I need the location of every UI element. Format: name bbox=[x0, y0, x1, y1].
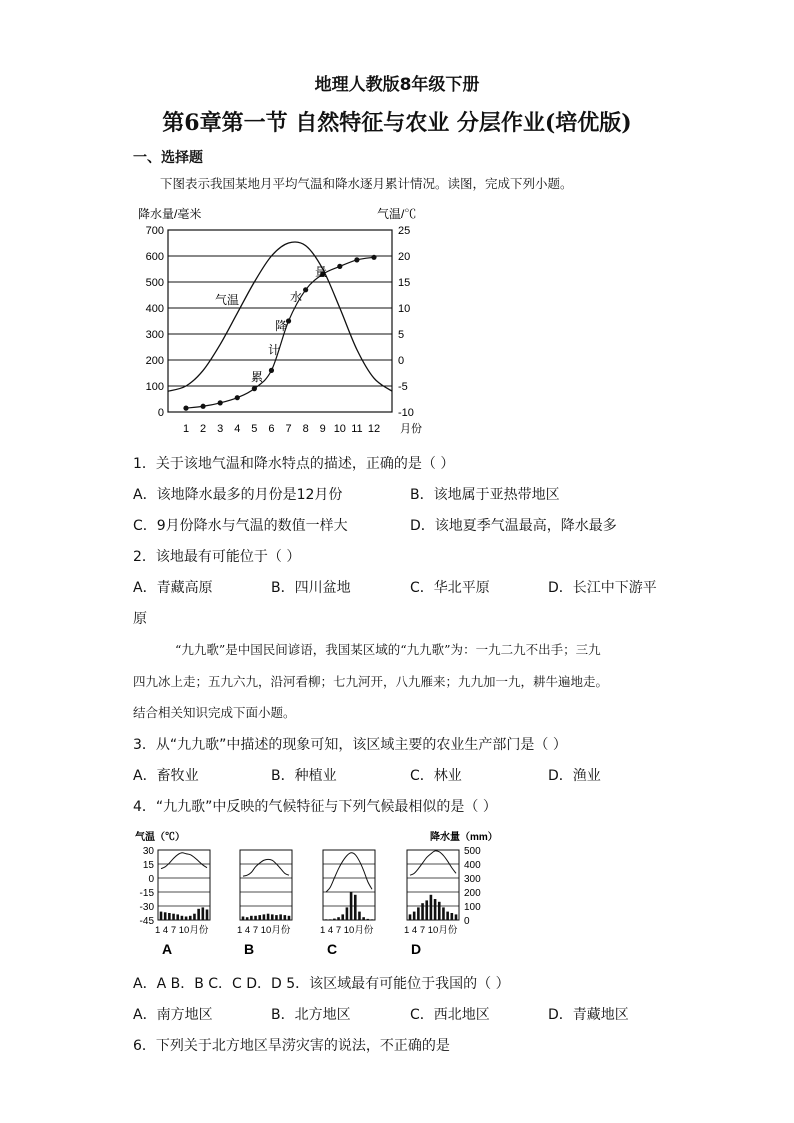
precip-point bbox=[183, 406, 188, 411]
precip-bar bbox=[333, 919, 336, 920]
precip-point bbox=[354, 257, 359, 262]
precip-label-char-5: 量 bbox=[315, 265, 328, 279]
x-tick-label: 4 bbox=[234, 423, 241, 435]
precip-bar bbox=[246, 917, 249, 920]
q2-option-d-wrap: 原 bbox=[133, 611, 147, 627]
section-heading: 一、选择题 bbox=[133, 150, 203, 166]
document-subtitle: 地理人教版8年级下册 bbox=[314, 75, 480, 95]
precip-bar bbox=[267, 914, 270, 920]
precip-bar bbox=[185, 917, 188, 921]
q2-option-d[interactable]: D．长江中下游平 bbox=[548, 580, 657, 596]
fig2-right-tick: 500 bbox=[464, 846, 481, 857]
precip-bar bbox=[362, 917, 365, 920]
precip-bar bbox=[413, 912, 416, 920]
panel-x-ticks: 1 4 7 10月份 bbox=[404, 925, 458, 936]
q1-option-b[interactable]: B．该地属于亚热带地区 bbox=[410, 487, 560, 503]
panel-label: A bbox=[162, 941, 173, 957]
left-axis-label: 降水量/毫米 bbox=[138, 207, 202, 221]
precip-bar bbox=[329, 919, 332, 920]
q4-options-and-question-5: A．A B．B C．C D．D 5．该区域最有可能位于我国的（ ） bbox=[133, 976, 510, 992]
right-tick-label: 5 bbox=[398, 329, 405, 341]
q2-option-b[interactable]: B．四川盆地 bbox=[271, 580, 351, 596]
temperature-curve bbox=[326, 853, 372, 892]
fig2-right-tick: 200 bbox=[464, 888, 481, 899]
precip-bar bbox=[160, 912, 163, 920]
left-tick-label: 600 bbox=[145, 251, 164, 263]
q1-option-c[interactable]: C．9月份降水与气温的数值一样大 bbox=[133, 518, 348, 534]
precip-point bbox=[269, 368, 274, 373]
precip-bar bbox=[197, 909, 200, 920]
precip-bar bbox=[279, 914, 282, 920]
climate-charts-figure2 bbox=[130, 828, 500, 963]
precip-bar bbox=[451, 913, 454, 920]
q1-option-a[interactable]: A．该地降水最多的月份是12月份 bbox=[133, 487, 343, 503]
precip-point bbox=[371, 255, 376, 260]
question-2: 2．该地最有可能位于（ ） bbox=[133, 549, 301, 565]
temperature-curve bbox=[243, 859, 289, 876]
q1-option-d[interactable]: D．该地夏季气温最高，降水最多 bbox=[410, 518, 617, 534]
precip-label-char-2: 计 bbox=[268, 343, 281, 357]
precip-bar bbox=[284, 915, 287, 920]
temperature-curve bbox=[168, 242, 392, 391]
intro-text-2-line1: “九九歌”是中国民间谚语，我国某区域的“九九歌”为：一九二九不出手；三九 bbox=[175, 642, 601, 657]
precip-point bbox=[235, 395, 240, 400]
climate-chart-figure1 bbox=[130, 200, 450, 440]
precip-bar bbox=[417, 907, 420, 920]
fig2-left-label: 气温（℃） bbox=[135, 832, 185, 843]
precip-bar bbox=[181, 916, 184, 920]
x-tick-label: 12 bbox=[367, 423, 381, 435]
right-tick-label: 20 bbox=[398, 251, 411, 263]
left-tick-label: 0 bbox=[157, 407, 164, 419]
precip-bar bbox=[354, 895, 357, 920]
x-tick-label: 5 bbox=[251, 423, 258, 435]
fig2-right-tick: 300 bbox=[464, 874, 481, 885]
question-3: 3．从“九九歌”中描述的现象可知，该区域主要的农业生产部门是（ ） bbox=[133, 737, 567, 753]
precip-bar bbox=[438, 902, 441, 920]
q2-option-c[interactable]: C．华北平原 bbox=[410, 580, 490, 596]
intro-text-1: 下图表示我国某地月平均气温和降水逐月累计情况。读图，完成下列小题。 bbox=[160, 176, 573, 191]
precip-bar bbox=[258, 915, 261, 920]
x-tick-label: 10 bbox=[333, 423, 346, 435]
precip-bar bbox=[275, 915, 278, 920]
precip-bar bbox=[425, 900, 428, 920]
right-tick-label: 15 bbox=[398, 277, 411, 289]
temperature-curve bbox=[161, 853, 207, 869]
precip-bar bbox=[164, 912, 167, 920]
precip-bar bbox=[206, 910, 209, 921]
precip-bar bbox=[350, 892, 353, 920]
question-1: 1．关于该地气温和降水特点的描述，正确的是（ ） bbox=[133, 456, 455, 472]
precip-point bbox=[337, 264, 342, 269]
question-6: 6．下列关于北方地区旱涝灾害的说法，不正确的是 bbox=[133, 1038, 450, 1054]
left-tick-label: 400 bbox=[145, 303, 164, 315]
q3-option-b[interactable]: B．种植业 bbox=[271, 768, 337, 784]
x-tick-label: 11 bbox=[351, 423, 363, 435]
precip-bar bbox=[358, 912, 361, 920]
precip-point bbox=[200, 404, 205, 409]
panel-x-ticks: 1 4 7 10月份 bbox=[320, 925, 374, 936]
x-tick-label: 1 bbox=[182, 423, 190, 435]
q5-option-c[interactable]: C．西北地区 bbox=[410, 1007, 490, 1023]
q3-option-c[interactable]: C．林业 bbox=[410, 768, 462, 784]
temperature-label: 气温 bbox=[215, 293, 240, 307]
x-tick-label: 8 bbox=[302, 423, 309, 435]
precip-bar bbox=[341, 914, 344, 920]
panel-label: B bbox=[244, 941, 255, 957]
precip-bar bbox=[325, 919, 328, 920]
precip-bar bbox=[371, 919, 374, 920]
q5-option-a[interactable]: A．南方地区 bbox=[133, 1007, 213, 1023]
left-tick-label: 100 bbox=[145, 381, 164, 393]
document-title: 第6章第一节 自然特征与农业 分层作业(培优版) bbox=[162, 110, 632, 136]
fig2-right-tick: 0 bbox=[464, 916, 470, 927]
right-tick-label: -5 bbox=[398, 381, 408, 393]
fig2-right-label: 降水量（mm） bbox=[430, 832, 498, 843]
precip-bar bbox=[367, 919, 370, 920]
precip-bar bbox=[193, 914, 196, 920]
q5-option-b[interactable]: B．北方地区 bbox=[271, 1007, 351, 1023]
q5-option-d[interactable]: D．青藏地区 bbox=[548, 1007, 629, 1023]
intro-text-2-line2: 四九冰上走；五九六九，沿河看柳；七九河开，八九雁来；九九加一九，耕牛遍地走。 bbox=[133, 674, 609, 689]
q2-option-a[interactable]: A．青藏高原 bbox=[133, 580, 213, 596]
fig2-left-tick: 0 bbox=[148, 874, 154, 885]
precip-bar bbox=[434, 899, 437, 920]
fig2-left-tick: -30 bbox=[139, 902, 154, 913]
right-tick-label: 25 bbox=[398, 225, 411, 237]
precip-label-char-4: 水 bbox=[290, 290, 303, 304]
q3-option-a[interactable]: A．畜牧业 bbox=[133, 768, 199, 784]
right-tick-label: 10 bbox=[398, 303, 411, 315]
precip-bar bbox=[288, 916, 291, 920]
x-tick-label: 9 bbox=[319, 423, 326, 435]
panel-frame bbox=[407, 850, 459, 920]
precip-label-char-3: 降 bbox=[275, 319, 288, 333]
precip-point bbox=[218, 400, 223, 405]
precip-bar bbox=[271, 914, 274, 920]
q3-option-d[interactable]: D．渔业 bbox=[548, 768, 601, 784]
precip-bar bbox=[250, 916, 253, 920]
x-tick-label: 7 bbox=[285, 423, 292, 435]
precip-point bbox=[252, 386, 257, 391]
left-tick-label: 500 bbox=[145, 277, 164, 289]
fig2-left-tick: 15 bbox=[142, 860, 154, 871]
precip-bar bbox=[263, 914, 266, 920]
precip-bar bbox=[409, 914, 412, 920]
precip-bar bbox=[242, 917, 245, 921]
question-4: 4．“九九歌”中反映的气候特征与下列气候最相似的是（ ） bbox=[133, 799, 497, 815]
panel-label: C bbox=[327, 941, 338, 957]
right-axis-label: 气温/℃ bbox=[377, 207, 417, 221]
precip-bar bbox=[168, 913, 171, 920]
fig2-left-tick: 30 bbox=[142, 846, 154, 857]
precip-label-char-1: 累 bbox=[251, 370, 264, 384]
precip-bar bbox=[346, 907, 349, 920]
fig2-right-tick: 400 bbox=[464, 860, 481, 871]
fig2-left-tick: -15 bbox=[139, 888, 154, 899]
x-tick-label: 6 bbox=[268, 423, 275, 435]
precip-bar bbox=[430, 895, 433, 920]
precip-bar bbox=[254, 916, 257, 920]
precip-bar bbox=[176, 914, 179, 920]
x-tick-label: 3 bbox=[217, 423, 224, 435]
panel-frame bbox=[323, 850, 375, 920]
fig2-left-tick: -45 bbox=[139, 916, 154, 927]
precip-bar bbox=[446, 912, 449, 920]
temperature-curve bbox=[410, 851, 456, 875]
left-tick-label: 700 bbox=[145, 225, 164, 237]
right-tick-label: -10 bbox=[398, 407, 414, 419]
precip-bar bbox=[202, 907, 205, 920]
precip-bar bbox=[172, 914, 175, 920]
precip-bar bbox=[442, 907, 445, 920]
left-tick-label: 300 bbox=[145, 329, 164, 341]
intro-text-2-line3: 结合相关知识完成下面小题。 bbox=[133, 705, 296, 720]
precip-bar bbox=[189, 916, 192, 920]
precip-bar bbox=[421, 903, 424, 920]
panel-label: D bbox=[411, 941, 422, 957]
fig2-right-tick: 100 bbox=[464, 902, 481, 913]
panel-x-ticks: 1 4 7 10月份 bbox=[155, 925, 209, 936]
precip-point bbox=[303, 287, 308, 292]
right-tick-label: 0 bbox=[398, 355, 405, 367]
precip-bar bbox=[455, 914, 458, 920]
left-tick-label: 200 bbox=[145, 355, 164, 367]
precip-bar bbox=[337, 917, 340, 920]
panel-x-ticks: 1 4 7 10月份 bbox=[237, 925, 291, 936]
x-tick-label: 2 bbox=[200, 423, 207, 435]
panel-frame bbox=[240, 850, 292, 920]
x-axis-unit: 月份 bbox=[400, 423, 422, 435]
